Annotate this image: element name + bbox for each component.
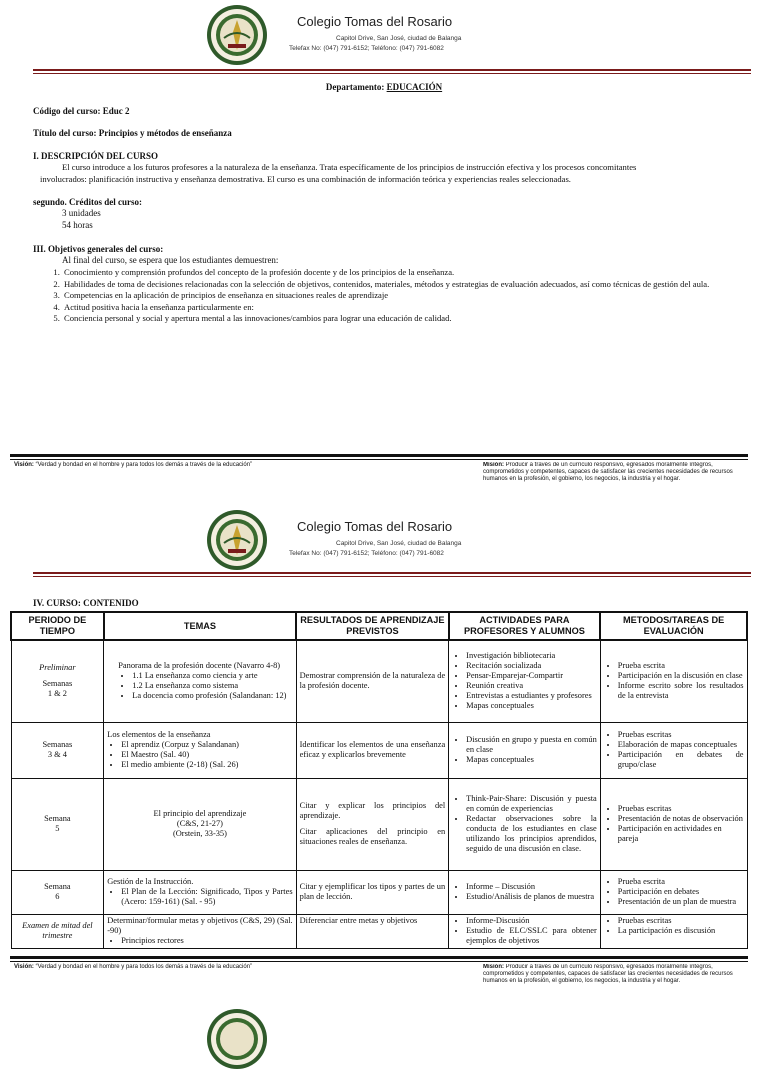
topic-title: Los elementos de la enseñanza xyxy=(107,730,211,739)
school-seal-icon xyxy=(206,1008,268,1070)
assessment-item: • Participación en la discusión en clase xyxy=(618,671,744,681)
description-line-2: involucrados: planificación instructiva y enseñanza demostrativa. El curso es una combinación de información teórica y experiencias reales seleccionadas. xyxy=(40,174,571,184)
outcome-cell: Demostrar comprensión de la naturaleza de la profesión docente. xyxy=(296,640,449,722)
header-rule-thin xyxy=(33,576,751,577)
activity-item: • Estudio/Análisis de planos de muestra xyxy=(466,892,597,902)
school-name: Colegio Tomas del Rosario xyxy=(297,14,453,29)
objective-item: 3. Competencias en la aplicación de principios de enseñanza en situaciones reales de aprendizaje xyxy=(62,290,746,302)
activity-item: • Pensar-Emparejar-Compartir xyxy=(466,671,597,681)
period-cell: Examen de mitad del trimestre xyxy=(11,914,104,948)
vision-text: “Verdad y bondad en el hombre y para todos los demás a través de la educación” xyxy=(35,462,253,468)
course-code: Código del curso: Educ 2 xyxy=(33,106,130,116)
outcome-cell: Citar y ejemplificar los tipos y partes de un plan de lección. xyxy=(296,870,449,914)
table-header-row xyxy=(11,612,747,640)
assessment-cell xyxy=(600,914,747,948)
column-header: METODOS/TAREAS DE EVALUACIÓN xyxy=(600,612,747,640)
objective-item: 2. Habilidades de toma de decisiones relacionadas con la selección de objetivos, contenidos, materiales, métodos y estrategias de evaluación adecuados, así como técnicas de gestión del aula. xyxy=(62,279,746,291)
vision-text: “Verdad y bondad en el hombre y para todos los demás a través de la educación” xyxy=(35,964,253,970)
credits-units: 3 unidades xyxy=(62,208,101,218)
column-header: ACTIVIDADES PARA PROFESORES Y ALUMNOS xyxy=(449,612,601,640)
period-label: Semanas xyxy=(42,679,73,689)
activities-cell xyxy=(449,722,601,778)
topic-item: • El Maestro (Sal. 40) xyxy=(121,750,292,760)
activity-item: • Think-Pair-Share: Discusión y puesta en común de experiencias xyxy=(466,794,597,814)
assessment-item: • Presentación de un plan de muestra xyxy=(618,897,744,907)
objective-item: 4. Actitud positiva hacia la enseñanza particularmente en: xyxy=(62,302,746,314)
column-header: TEMAS xyxy=(104,612,296,640)
outcome-text: Citar y explicar los principios del aprendizaje. xyxy=(299,801,446,820)
description-line-1: El curso introduce a los futuros profesores a la naturaleza de la enseñanza. Trata específicamente de los principios de instrucción efectiva y los procesos concomitantes xyxy=(62,162,637,172)
department-line xyxy=(0,82,768,93)
table-row xyxy=(11,870,747,914)
objectives-list xyxy=(44,267,746,325)
assessment-item: • Participación en debates de grupo/clase xyxy=(618,750,744,770)
activity-item: • Redactar observaciones sobre la conducta de los estudiantes en clase utilizando los principios aprendidos, seguido de una discusión en clase. xyxy=(466,814,597,854)
assessment-item: • Presentación de notas de observación xyxy=(618,814,744,824)
footer-vision xyxy=(14,462,284,469)
topic-cell xyxy=(104,870,296,914)
topic-cell xyxy=(104,914,296,948)
topic-item: • 1.1 La enseñanza como ciencia y arte xyxy=(132,671,292,681)
outcome-cell: Identificar los elementos de una enseñanza eficaz y explicarlos brevemente xyxy=(296,722,449,778)
assessment-item: • Pruebas escritas xyxy=(618,916,744,926)
column-header: RESULTADOS DE APRENDIZAJE PREVISTOS xyxy=(296,612,449,640)
assessment-item: • Participación en debates xyxy=(618,887,744,897)
topic-item: • 1.2 La enseñanza como sistema xyxy=(132,681,292,691)
activity-item: • Reunión creativa xyxy=(466,681,597,691)
mision-label: Misión: xyxy=(483,964,504,970)
school-phone: Telefax No: (047) 791-6152; Teléfono: (047) 791-6082 xyxy=(289,45,444,52)
objectives-heading: III. Objetivos generales del curso: xyxy=(33,244,164,254)
activity-item: • Informe – Discusión xyxy=(466,882,597,892)
period-label: 6 xyxy=(55,892,60,901)
topic-item: • La docencia como profesión (Salandanan: 12) xyxy=(132,691,292,701)
outcome-text: Citar aplicaciones del principio en situaciones reales de enseñanza. xyxy=(299,827,446,846)
topic-item: • Principios rectores xyxy=(121,936,292,946)
assessment-item: • La participación es discusión xyxy=(618,926,744,936)
mision-text: Producir a través de un currículo responsivo, egresados moralmente íntegros, comprometidos y competentes, capaces de satisfacer las crecientes necesidades de recursos humanos en la profesión, el gobierno, los negocios, la industria y el hogar. xyxy=(483,964,733,984)
department-value: EDUCACIÓN xyxy=(386,82,443,92)
assessment-cell xyxy=(600,870,747,914)
outcome-cell xyxy=(296,778,449,870)
assessment-item: • Pruebas escritas xyxy=(618,730,744,740)
topic-item: • El medio ambiente (2-18) (Sal. 26) xyxy=(121,760,292,770)
activity-item: • Mapas conceptuales xyxy=(466,755,597,765)
credits-hours: 54 horas xyxy=(62,220,93,230)
activities-cell xyxy=(449,640,601,722)
assessment-item: • Prueba escrita xyxy=(618,877,744,887)
period-cell xyxy=(11,640,104,722)
school-address: Capitol Drive, San José, ciudad de Balanga xyxy=(336,35,462,42)
topic-title: Panorama de la profesión docente (Navarro 4-8) xyxy=(118,661,281,671)
vision-label: Visión: xyxy=(14,462,34,468)
period-cell xyxy=(11,722,104,778)
department-label: Departamento: xyxy=(325,82,385,92)
assessment-item: • Elaboración de mapas conceptuales xyxy=(618,740,744,750)
assessment-item: • Participación en actividades en pareja xyxy=(618,824,744,844)
footer-rule xyxy=(10,454,748,457)
objective-item: 5. Conciencia personal y social y apertura mental a las innovaciones/cambios para lograr una educación de calidad. xyxy=(62,313,746,325)
topic-cell xyxy=(104,778,296,870)
assessment-cell xyxy=(600,778,747,870)
assessment-item: • Informe escrito sobre los resultados de la entrevista xyxy=(618,681,744,701)
period-label: Semanas xyxy=(42,740,73,749)
activity-item: • Informe-Discusión xyxy=(466,916,597,926)
topic-title: Gestión de la Instrucción. xyxy=(107,877,194,886)
table-row xyxy=(11,722,747,778)
activity-item: • Estudio de ELC/SSLC para obtener ejemplos de objetivos xyxy=(466,926,597,946)
period-label: 5 xyxy=(55,824,60,833)
footer-mision xyxy=(483,462,745,489)
assessment-item: • Prueba escrita xyxy=(618,661,744,671)
footer-mision xyxy=(483,964,745,991)
period-cell xyxy=(11,870,104,914)
footer-rule-thin xyxy=(10,459,748,460)
vision-label: Visión: xyxy=(14,964,34,970)
credits-heading: segundo. Créditos del curso: xyxy=(33,197,143,207)
topic-item: • El Plan de la Lección: Significado, Tipos y Partes (Acero: 159-161) (Sal. - 95) xyxy=(121,887,292,907)
activity-item: • Discusión en grupo y puesta en común en clase xyxy=(466,735,597,755)
table-row xyxy=(11,778,747,870)
period-label: Preliminar xyxy=(39,663,76,673)
activities-cell xyxy=(449,914,601,948)
activities-cell xyxy=(449,778,601,870)
topic-title: Determinar/formular metas y objetivos (C&S, 29) (Sal. -90) xyxy=(107,915,293,935)
course-content-table xyxy=(10,611,748,949)
assessment-cell xyxy=(600,722,747,778)
school-name: Colegio Tomas del Rosario xyxy=(297,519,453,534)
header-rule xyxy=(33,572,751,574)
outcome-cell: Diferenciar entre metas y objetivos xyxy=(296,914,449,948)
footer-vision xyxy=(14,964,284,971)
assessment-item: • Pruebas escritas xyxy=(618,804,744,814)
period-label: Semana xyxy=(44,814,71,823)
header-rule xyxy=(33,69,751,71)
footer-rule-thin xyxy=(10,961,748,962)
topic-item: • El aprendiz (Corpuz y Salandanan) xyxy=(121,740,292,750)
description-heading: I. DESCRIPCIÓN DEL CURSO xyxy=(33,151,159,161)
activity-item: • Investigación bibliotecaria xyxy=(466,651,597,661)
header-rule-thin xyxy=(33,73,751,74)
mision-label: Misión: xyxy=(483,462,504,468)
objective-item: 1. Conocimiento y comprensión profundos del concepto de la profesión docente y de los principios de la enseñanza. xyxy=(62,267,746,279)
activity-item: • Recitación socializada xyxy=(466,661,597,671)
page1-header xyxy=(0,0,768,70)
table-row xyxy=(11,914,747,948)
footer-rule xyxy=(10,956,748,959)
objectives-intro: Al final del curso, se espera que los estudiantes demuestren: xyxy=(62,255,279,265)
school-phone: Telefax No: (047) 791-6152; Teléfono: (047) 791-6082 xyxy=(289,550,444,557)
content-heading: IV. CURSO: CONTENIDO xyxy=(33,598,139,608)
topic-reference: (C&S, 21-27) xyxy=(176,819,223,828)
course-title: Título del curso: Principios y métodos de enseñanza xyxy=(33,128,232,138)
school-seal-icon xyxy=(206,4,268,66)
column-header: PERIODO DE TIEMPO xyxy=(11,612,104,640)
topic-reference: (Orstein, 33-35) xyxy=(172,829,227,838)
period-label: 3 & 4 xyxy=(47,750,67,759)
school-address: Capitol Drive, San José, ciudad de Balanga xyxy=(336,540,462,547)
topic-title: El principio del aprendizaje xyxy=(153,809,247,818)
period-label: 1 & 2 xyxy=(47,689,67,699)
page2-header xyxy=(0,505,768,575)
assessment-cell xyxy=(600,640,747,722)
activities-cell xyxy=(449,870,601,914)
school-seal-icon xyxy=(206,509,268,571)
period-label: Semana xyxy=(44,882,71,891)
period-cell xyxy=(11,778,104,870)
table-row xyxy=(11,640,747,722)
activity-item: • Entrevistas a estudiantes y profesores xyxy=(466,691,597,701)
activity-item: • Mapas conceptuales xyxy=(466,701,597,711)
topic-cell xyxy=(104,722,296,778)
topic-cell xyxy=(104,640,296,722)
mision-text: Producir a través de un currículo responsivo, egresados moralmente íntegros, comprometidos y competentes, capaces de satisfacer las crecientes necesidades de recursos humanos en la profesión, el gobierno, los negocios, la industria y el hogar. xyxy=(483,462,733,482)
